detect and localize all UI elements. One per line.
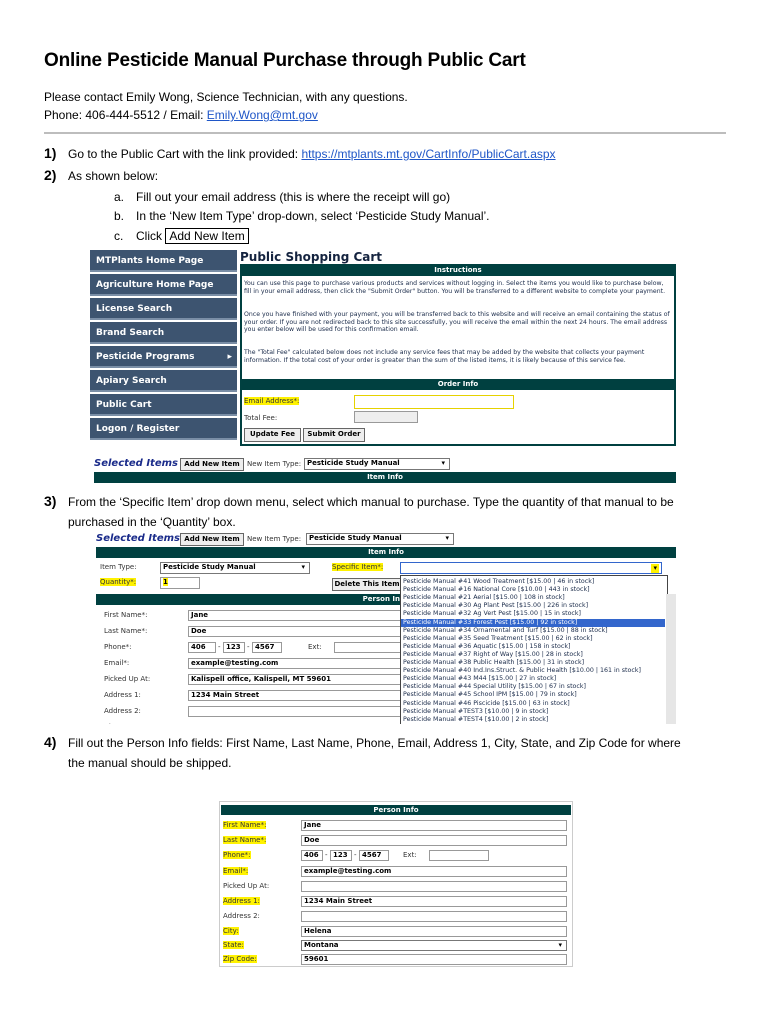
nav-pesticide-programs[interactable] — [90, 346, 237, 368]
email-label: Email*: — [104, 659, 130, 667]
city-label: City: — [223, 927, 239, 935]
screenshot-public-cart — [90, 248, 678, 484]
nav-license-search[interactable]: License Search — [90, 298, 237, 320]
step-1-text — [68, 147, 556, 161]
dropdown-option[interactable]: Pesticide Manual #41 Wood Treatment [$15.00 | 46 in stock] — [403, 578, 595, 585]
update-fee-button[interactable]: Update Fee — [244, 428, 301, 442]
add-new-item-button[interactable]: Add New Item — [180, 533, 244, 546]
new-item-type-select[interactable] — [306, 533, 454, 545]
dropdown-option[interactable]: Pesticide Manual #34 Ornamental and Turf [$15.00 | 88 in stock] — [403, 626, 608, 634]
chevron-down-icon: ▾ — [653, 564, 657, 572]
picked-up-input[interactable] — [301, 881, 567, 892]
submit-order-button[interactable]: Submit Order — [303, 428, 365, 442]
divider — [44, 132, 726, 134]
instructions-p1: You can use this page to purchase various products and services without logging in. Select the items you would like to purchase below, fill in your email address, then click the "Submit Order" button. You will be transferred to a different website to complete your payment. — [244, 280, 666, 295]
dropdown-option[interactable]: Pesticide Manual #33 Forest Pest [$15.00 | 92 in stock] — [401, 619, 665, 627]
selected-items-heading: Selected Items — [96, 533, 180, 544]
nav-mtplants-home[interactable]: MTPlants Home Page — [90, 250, 237, 272]
nav-logon-register[interactable]: Logon / Register — [90, 418, 237, 440]
address1-label: Address 1: — [223, 897, 260, 905]
phone-area-input[interactable]: 406 — [301, 850, 323, 861]
dropdown-option[interactable]: Pesticide Manual #38 Public Health [$15.00 | 31 in stock] — [403, 659, 585, 666]
item-info-bar: Item Info — [96, 547, 676, 558]
address2-input[interactable] — [301, 911, 567, 922]
address2-label: Address 2: — [104, 707, 141, 715]
total-fee-field — [354, 411, 418, 423]
person-info-bar: Person In — [96, 594, 402, 605]
instructions-p2: Once you have finished with your payment, you will be transferred back to this website and will receive an email containing the status of your order. If you are not redirected back to this site successfully, you will receive the email within the next 24 hours. The email address you enter below will be used for this confirmation email. — [244, 311, 670, 333]
address1-input[interactable]: 1234 Main Street — [188, 690, 402, 701]
phone-line-input[interactable]: 4567 — [252, 642, 282, 653]
add-new-item-button[interactable]: Add New Item — [180, 458, 244, 471]
total-fee-label: Total Fee: — [244, 414, 278, 422]
item-type-label: Item Type: — [100, 563, 137, 571]
step-3-line1: From the ‘Specific Item’ drop down menu, select which manual to purchase. Type the quantity of that manual to be — [68, 495, 674, 509]
quantity-input[interactable] — [160, 577, 200, 589]
ext-input[interactable] — [334, 642, 402, 653]
dropdown-option[interactable]: Pesticide Manual #TEST3 [$10.00 | 9 in stock] — [403, 707, 549, 715]
new-item-type-label: New Item Type: — [247, 460, 302, 468]
ext-input[interactable] — [429, 850, 489, 861]
first-name-input[interactable]: Jane — [301, 820, 567, 831]
zip-label: Zip Code: — [223, 955, 257, 963]
address2-label: Address 2: — [223, 912, 260, 920]
ext-label: Ext: — [403, 851, 417, 859]
step-1-number: 1) — [44, 145, 57, 161]
email-address-label: Email Address*: — [244, 397, 300, 405]
new-item-type-value: Pesticide Study Manual — [309, 534, 402, 542]
email-input[interactable]: example@testing.com — [188, 658, 402, 669]
step-3-number: 3) — [44, 493, 57, 509]
first-name-label: First Name*: — [104, 611, 148, 619]
phone-dash: - — [354, 851, 357, 859]
screenshot-item-info — [94, 532, 678, 724]
specific-item-dropdown — [400, 575, 668, 724]
chevron-down-icon: ▾ — [558, 941, 562, 949]
dropdown-option[interactable]: Pesticide Manual #30 Ag Plant Pest [$15.00 | 226 in stock] — [403, 602, 589, 610]
screenshot-person-info — [219, 801, 573, 967]
cart-heading: Public Shopping Cart — [240, 250, 383, 264]
step-2-number: 2) — [44, 167, 57, 183]
state-value: Montana — [304, 941, 339, 949]
item-type-select[interactable] — [160, 562, 310, 574]
dropdown-option[interactable]: Pesticide Manual #40 Ind.Ins.Struct. & Public Health [$10.00 | 161 in stock] — [403, 667, 641, 675]
step-2a-text: Fill out your email address (this is where the receipt will go) — [136, 190, 451, 204]
dropdown-option[interactable]: Pesticide Manual #16 National Core [$10.00 | 443 in stock] — [403, 586, 590, 594]
dropdown-option[interactable]: Pesticide Manual #44 Special Utility [$15.00 | 67 in stock] — [403, 683, 586, 691]
item-info-bar: Item Info — [94, 472, 676, 483]
step-3-line2: purchased in the ‘Quantity’ box. — [68, 515, 236, 529]
dropdown-option[interactable]: Pesticide Manual #32 Ag Vert Pest [$15.00 | 15 in stock] — [403, 610, 581, 618]
phone-label: Phone*: — [104, 643, 132, 651]
contact-line: Please contact Emily Wong, Science Technician, with any questions. — [44, 90, 408, 104]
first-name-input[interactable]: Jane — [188, 610, 402, 621]
step-4-line2: the manual should be shipped. — [68, 756, 232, 770]
last-name-input[interactable]: Doe — [301, 835, 567, 846]
email-link[interactable]: Emily.Wong@mt.gov — [206, 108, 318, 122]
picked-up-label: Picked Up At: — [223, 882, 270, 890]
dropdown-option[interactable]: Pesticide Manual #35 Seed Treatment [$15.00 | 62 in stock] — [403, 634, 593, 642]
add-new-item-ref: Add New Item — [165, 228, 248, 244]
address1-input[interactable]: 1234 Main Street — [301, 896, 567, 907]
quantity-label: Quantity*: — [100, 578, 137, 586]
step-4-line1: Fill out the Person Info fields: First Name, Last Name, Phone, Email, Address 1, City, State, and Zip Code for where — [68, 736, 681, 750]
state-select[interactable] — [301, 940, 567, 951]
nav-public-cart[interactable]: Public Cart — [90, 394, 237, 416]
dropdown-option[interactable]: Pesticide Manual #46 Piscicide [$15.00 | 63 in stock] — [403, 699, 570, 707]
zip-input[interactable]: 59601 — [301, 954, 567, 965]
phone-dash: - — [325, 851, 328, 859]
city-label — [104, 723, 120, 724]
person-info-bar: Person Info — [221, 805, 571, 815]
phone-prefix-input[interactable]: 123 — [223, 642, 245, 653]
phone-dash: - — [218, 643, 221, 651]
new-item-type-label: New Item Type: — [247, 535, 302, 543]
step-4-number: 4) — [44, 734, 57, 750]
dropdown-option[interactable]: Pesticide Manual #45 School IPM [$15.00 | 79 in stock] — [403, 691, 577, 699]
phone-prefix-input[interactable]: 123 — [330, 850, 352, 861]
nav-agriculture-home[interactable]: Agriculture Home Page — [90, 274, 237, 296]
last-name-label: Last Name*: — [104, 627, 148, 635]
instructions-bar: Instructions — [241, 265, 675, 276]
step-2-text: As shown below: — [68, 169, 159, 183]
new-item-type-value: Pesticide Study Manual — [307, 459, 400, 467]
nav-apiary-search[interactable]: Apiary Search — [90, 370, 237, 392]
step-1-label: Go to the Public Cart with the link provided: — [68, 147, 302, 161]
chevron-down-icon: ▾ — [301, 563, 305, 571]
nav-pesticide-programs-label: Pesticide Programs — [96, 352, 195, 362]
instructions-p3: The "Total Fee" calculated below does not include any service fees that may be added by the website that collects your payment information. If the total cost of your order is greater than the sum of the listed items, it is likely because of this service fee. — [244, 349, 645, 364]
nav-brand-search[interactable]: Brand Search — [90, 322, 237, 344]
city-input[interactable]: Helena — [301, 926, 567, 937]
address2-input[interactable] — [188, 706, 402, 717]
address1-label: Address 1: — [104, 691, 141, 699]
item-type-value: Pesticide Study Manual — [163, 563, 256, 571]
dropdown-option[interactable]: Pesticide Manual #21 Aerial [$15.00 | 108 in stock] — [403, 594, 565, 602]
caret-right-icon: ▸ — [227, 352, 232, 362]
phone-text: Phone: 406-444-5512 / Email: — [44, 108, 207, 122]
delete-item-button[interactable]: Delete This Item — [332, 578, 402, 591]
phone-label: Phone*: — [223, 851, 251, 859]
chevron-down-icon: ▾ — [441, 459, 445, 467]
dropdown-option[interactable]: Pesticide Manual #43 M44 [$15.00 | 27 in stock] — [403, 675, 557, 683]
picked-up-label: Picked Up At: — [104, 675, 151, 683]
step-2b-letter: b. — [114, 209, 125, 223]
step-2c-letter: c. — [114, 229, 124, 243]
step-2c-label: Click — [136, 229, 166, 243]
email-input[interactable]: example@testing.com — [301, 866, 567, 877]
last-name-input[interactable]: Doe — [188, 626, 402, 637]
phone-line-input[interactable]: 4567 — [359, 850, 389, 861]
dropdown-option[interactable]: Pesticide Manual #37 Right of Way [$15.00 | 28 in stock] — [403, 650, 583, 658]
chevron-down-icon: ▾ — [445, 534, 449, 542]
scrollbar[interactable] — [666, 594, 676, 724]
email-address-input[interactable] — [354, 395, 514, 409]
ext-label: Ext: — [308, 643, 322, 651]
last-name-label: Last Name*: — [223, 836, 267, 844]
dropdown-option[interactable]: Pesticide Manual #TEST4 [$10.00 | 2 in stock] — [403, 715, 549, 723]
specific-item-label: Specific Item*: — [332, 563, 384, 571]
step-2b-text: In the ‘New Item Type’ drop-down, select ‘Pesticide Study Manual’. — [136, 209, 490, 223]
new-item-type-select[interactable] — [304, 458, 450, 470]
first-name-label: First Name*: — [223, 821, 267, 829]
public-cart-link[interactable]: https://mtplants.mt.gov/CartInfo/PublicCart.aspx — [301, 147, 556, 161]
phone-dash: - — [247, 643, 250, 651]
step-2c-text — [136, 229, 249, 243]
quantity-value: 1 — [163, 578, 168, 586]
phone-area-input[interactable]: 406 — [188, 642, 216, 653]
order-info-bar: Order Info — [241, 379, 675, 390]
picked-up-input[interactable]: Kalispell office, Kalispell, MT 59601 — [188, 674, 402, 685]
dropdown-option[interactable]: Pesticide Manual #36 Aquatic [$15.00 | 158 in stock] — [403, 642, 571, 650]
specific-item-select[interactable] — [400, 562, 662, 574]
contact-phone-line — [44, 108, 318, 122]
selected-items-heading: Selected Items — [94, 458, 178, 469]
page-title: Online Pesticide Manual Purchase through Public Cart — [44, 50, 526, 71]
step-2a-letter: a. — [114, 190, 125, 204]
state-label: State: — [223, 941, 244, 949]
email-label: Email*: — [223, 867, 249, 875]
